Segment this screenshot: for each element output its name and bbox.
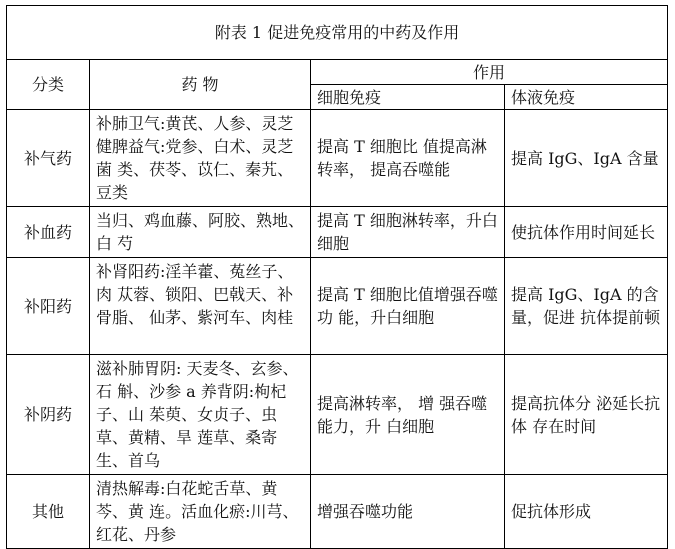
header-row-1: [7, 60, 668, 85]
row-cellular: 提高 T 细胞淋转率，升白细胞: [311, 207, 505, 258]
row-humoral: 提高 IgG、IgA 含量: [505, 110, 668, 207]
header-humoral: 体液免疫: [505, 85, 668, 110]
table-row: [7, 110, 668, 207]
table-container: [6, 5, 667, 549]
row-humoral: 提高 IgG、IgA 的含量，促进 抗体提前顿: [505, 258, 668, 355]
table-row: [7, 207, 668, 258]
table-caption: 附表 1 促进免疫常用的中药及作用: [7, 6, 668, 60]
row-category: 补阴药: [7, 355, 90, 475]
row-cellular: 提高 T 细胞比值增强吞噬功 能，升白细胞: [311, 258, 505, 355]
row-humoral: 提高抗体分 泌延长抗体 存在时间: [505, 355, 668, 475]
row-category: 补血药: [7, 207, 90, 258]
row-humoral: 使抗体作用时间延长: [505, 207, 668, 258]
row-cellular: 增强吞噬功能: [311, 475, 505, 549]
header-drug: 药 物: [90, 60, 311, 110]
row-category: 其他: [7, 475, 90, 549]
row-drug: 滋补肺胃阴: 天麦冬、玄参、石 斛、沙参 a 养背阴:枸杞子、山 茱萸、女贞子、虫草、黄精、旱 莲草、桑寄生、首乌: [90, 355, 311, 475]
row-cellular: 提高淋转率， 增 强吞噬能力，升 白细胞: [311, 355, 505, 475]
row-cellular: 提高 T 细胞比 值提高淋转率， 提高吞噬能: [311, 110, 505, 207]
table-row: [7, 258, 668, 355]
table-row: [7, 355, 668, 475]
row-category: 补阳药: [7, 258, 90, 355]
caption-row: [7, 6, 668, 60]
row-category: 补气药: [7, 110, 90, 207]
row-drug: 补肺卫气:黄芪、人参、灵芝 健脾益气:党参、白术、灵芝菌 类、茯苓、苡仁、秦艽、豆类: [90, 110, 311, 207]
row-humoral: 促抗体形成: [505, 475, 668, 549]
table-row: [7, 475, 668, 549]
herb-immunity-table: [6, 5, 668, 549]
row-drug: 清热解毒:白花蛇舌草、黄芩、黄 连。活血化瘀:川芎、红花、丹参: [90, 475, 311, 549]
header-effect: 作用: [311, 60, 668, 85]
header-category: 分类: [7, 60, 90, 110]
row-drug: 当归、鸡血藤、阿胶、熟地、白 芍: [90, 207, 311, 258]
header-cellular: 细胞免疫: [311, 85, 505, 110]
row-drug: 补肾阳药:淫羊藿、菟丝子、肉 苁蓉、锁阳、巴戟天、补骨脂、 仙茅、紫河车、肉桂: [90, 258, 311, 355]
